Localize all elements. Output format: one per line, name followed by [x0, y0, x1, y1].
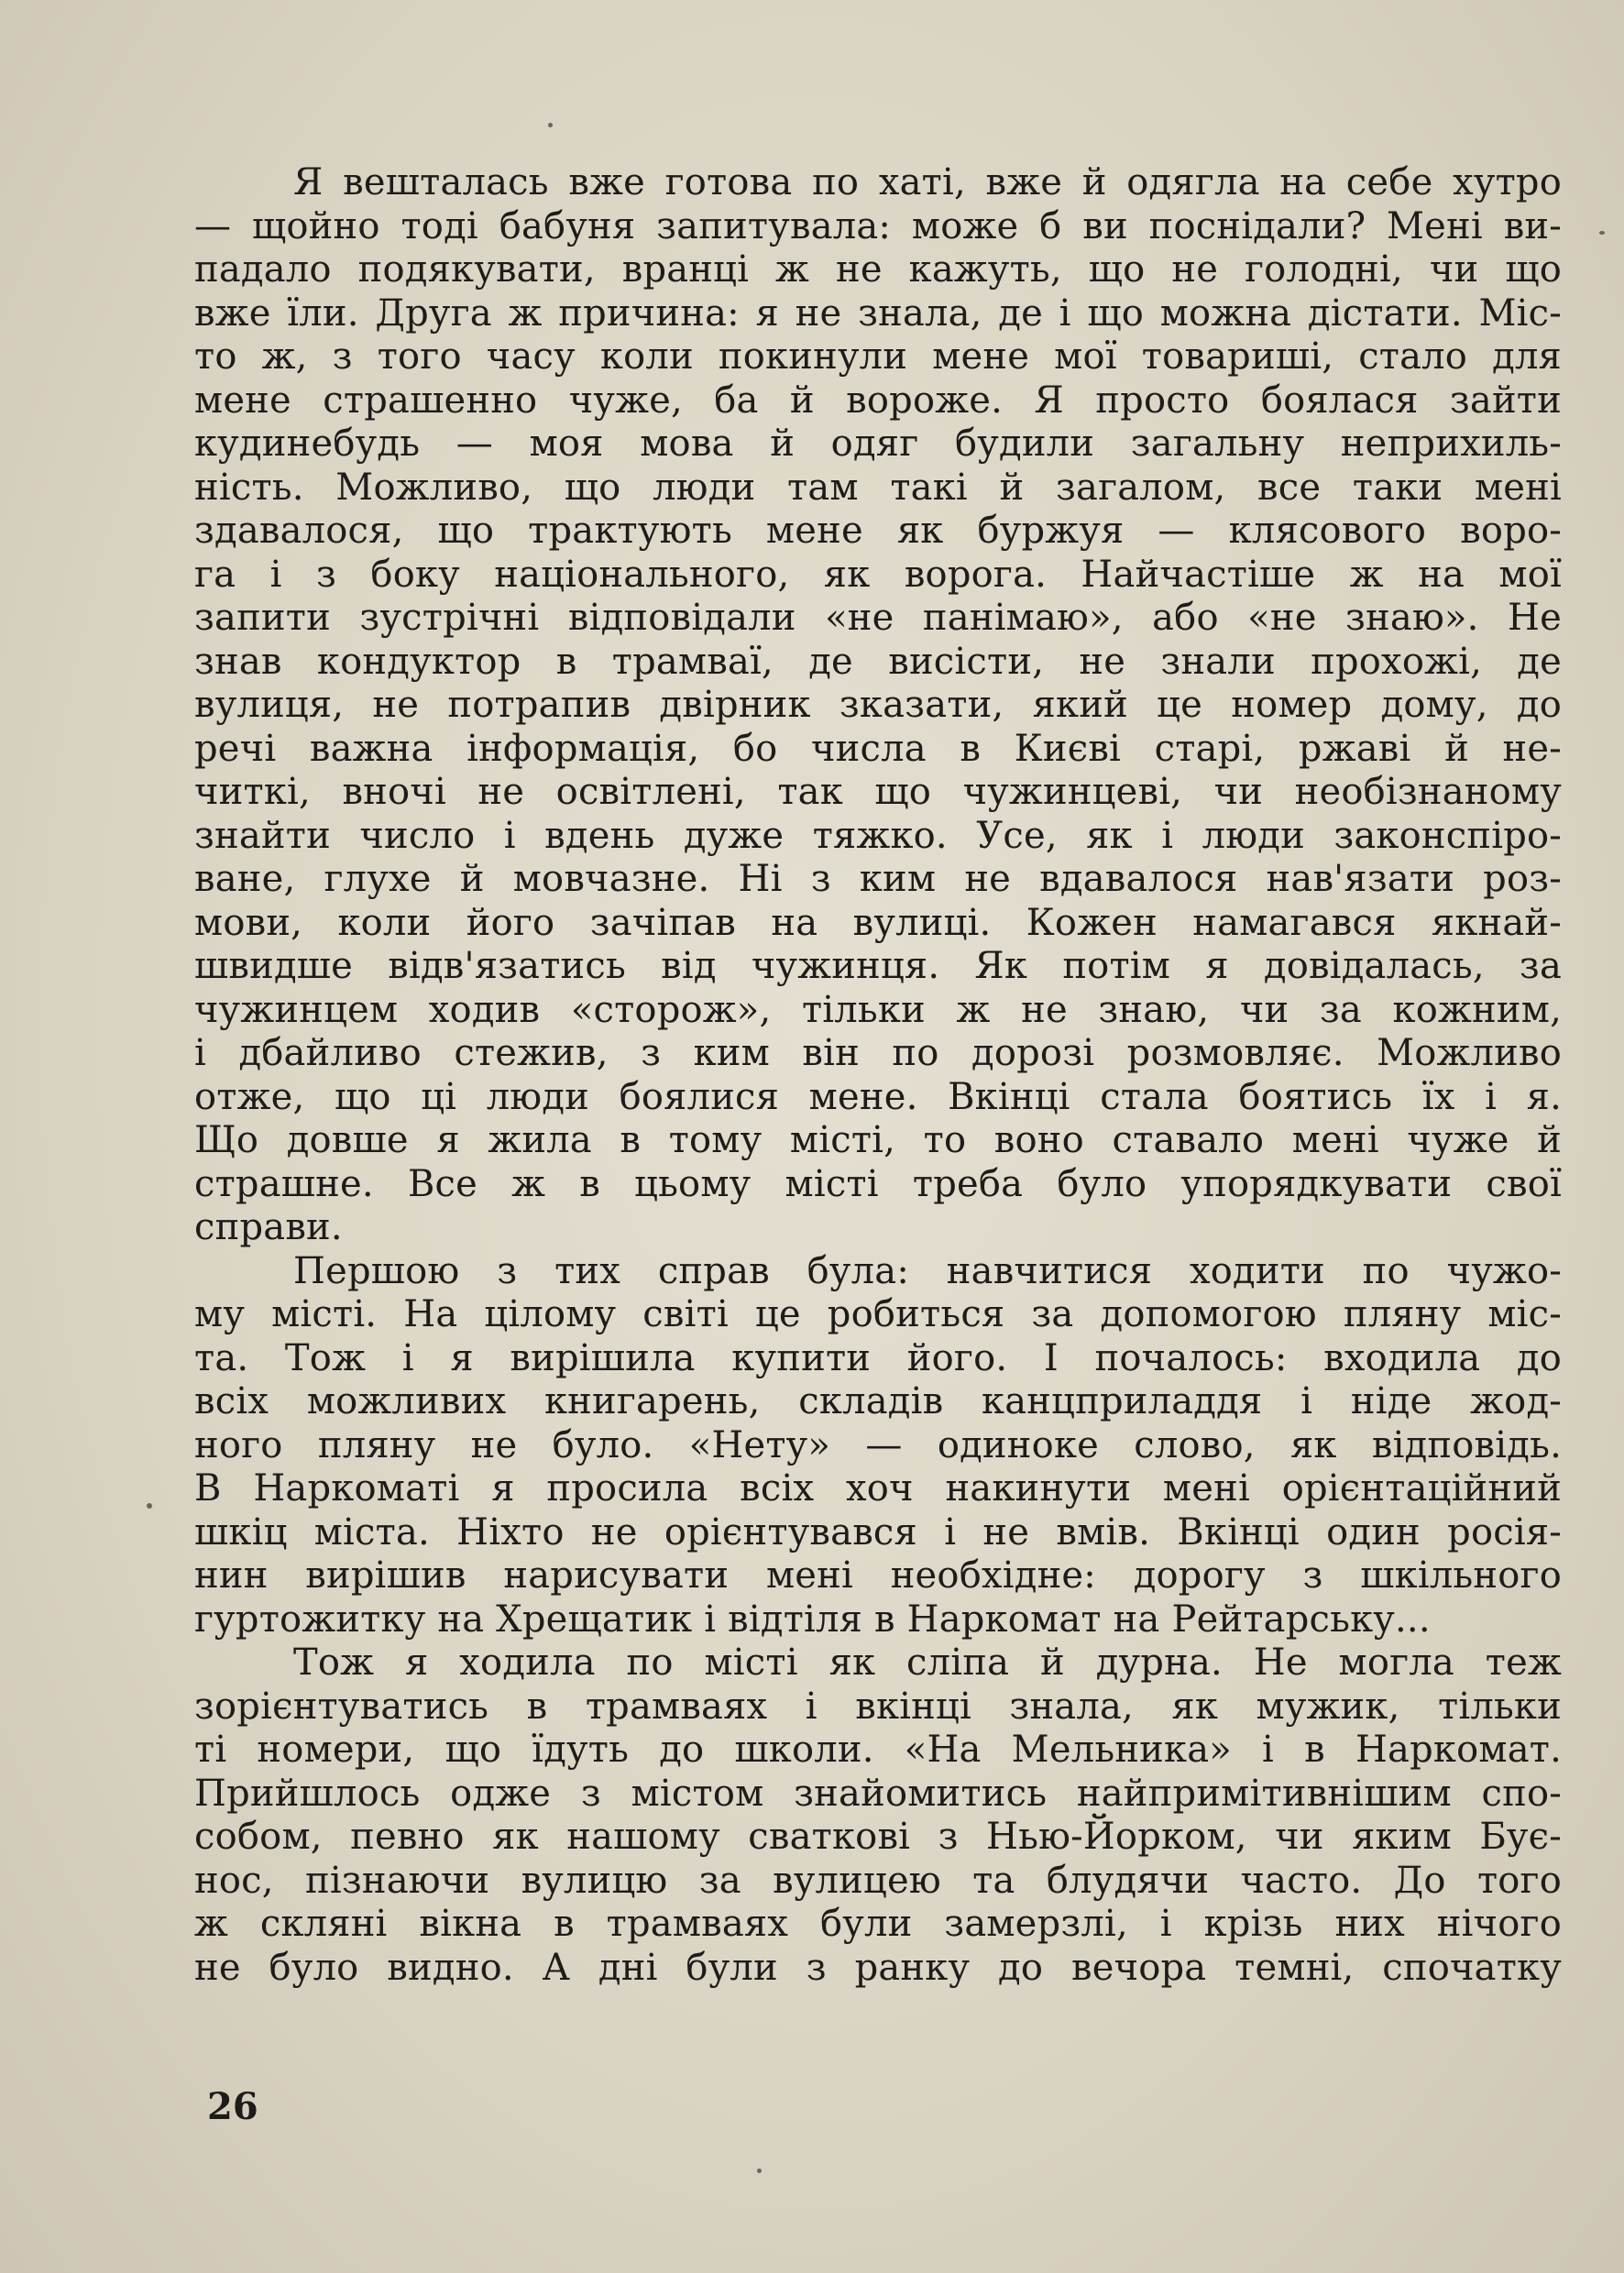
body-text: [194, 161, 1562, 1990]
text-line: собом, певно як нашому сваткові з Нью-Йорком, чи яким Бує-: [194, 1816, 1562, 1858]
text-line: не було видно. А дні були з ранку до вечора темні, спочатку: [194, 1946, 1562, 1989]
text-line: і дбайливо стежив, з ким він по дорозі розмовляє. Можливо: [194, 1032, 1562, 1074]
text-line: га і з боку національного, як ворога. Найчастіше ж на мої: [194, 553, 1562, 596]
text-line: ті номери, що їдуть до школи. «На Мельника» і в Наркомат.: [194, 1729, 1562, 1771]
text-line: — щойно тоді бабуня запитувала: може б ви поснідали? Мені ви-: [194, 204, 1562, 247]
text-line: ного пляну не було. «Нету» — одиноке слово, як відповідь.: [194, 1423, 1562, 1466]
text-line: отже, що ці люди боялися мене. Вкінці стала боятись їх і я.: [194, 1075, 1562, 1118]
text-line: Що довше я жила в тому місті, то воно ставало мені чуже й: [194, 1119, 1562, 1161]
text-line: Я вешталась вже готова по хаті, вже й одягла на себе хутро: [293, 161, 1562, 203]
text-line: ж скляні вікна в трамваях були замерзлі, і крізь них нічого: [194, 1903, 1562, 1945]
text-line: чужинцем ходив «сторож», тільки ж не знаю, чи за кожним,: [194, 988, 1562, 1031]
text-line: здавалося, що трактують мене як буржуя — клясового воро-: [194, 510, 1562, 552]
text-line: всіх можливих книгарень, складів канцприладдя і ніде жод-: [194, 1380, 1562, 1422]
text-line: ність. Можливо, що люди там такі й загалом, все таки мені: [194, 466, 1562, 509]
text-line: зорієнтуватись в трамваях і вкінці знала, як мужик, тільки: [194, 1685, 1562, 1728]
text-line: запити зустрічні відповідали «не панімаю», або «не знаю». Не: [194, 597, 1562, 639]
print-speck: [1599, 231, 1605, 235]
text-line: кудинебудь — моя мова й одяг будили загальну неприхиль-: [194, 423, 1562, 465]
text-line: знав кондуктор в трамваї, де висісти, не знали прохожі, де: [194, 640, 1562, 683]
text-line: нос, пізнаючи вулицю за вулицею та блудячи часто. До того: [194, 1859, 1562, 1902]
text-line: страшне. Все ж в цьому місті треба було упорядкувати свої: [194, 1162, 1562, 1205]
text-line: Прийшлось одже з містом знайомитись найпримітивнішим спо-: [194, 1772, 1562, 1815]
text-line: Тож я ходила по місті як сліпа й дурна. Не могла теж: [293, 1642, 1562, 1684]
text-line: справи.: [194, 1206, 343, 1248]
text-line: му місті. На цілому світі це робиться за допомогою пляну міс-: [194, 1293, 1562, 1335]
print-speck: [757, 2169, 762, 2173]
text-line: та. Тож і я вирішила купити його. І почалось: входила до: [194, 1336, 1562, 1379]
text-line: вже їли. Друга ж причина: я не знала, де і що можна дістати. Міс-: [194, 291, 1562, 335]
text-line: речі важна інформація, бо числа в Києві старі, ржаві й не-: [194, 727, 1562, 770]
text-line: В Наркоматі я просила всіх хоч накинути мені орієнтаційний: [194, 1467, 1562, 1510]
text-line: мови, коли його зачіпав на вулиці. Кожен намагався якнай-: [194, 901, 1562, 944]
text-line: мене страшенно чуже, ба й вороже. Я просто боялася зайти: [194, 379, 1562, 422]
print-speck: [147, 1503, 152, 1509]
page-number: 26: [207, 2085, 258, 2128]
text-line: падало подякувати, вранці ж не кажуть, що не голодні, чи що: [194, 248, 1562, 291]
text-line: знайти число і вдень дуже тяжко. Усе, як і люди законспіро-: [194, 814, 1562, 857]
text-line: швидше відв'язатись від чужинця. Як потім я довідалась, за: [194, 945, 1562, 987]
text-line: ване, глухе й мовчазне. Ні з ким не вдавалося нав'язати роз-: [194, 858, 1562, 900]
text-line: нин вирішив нарисувати мені необхідне: дорогу з шкільного: [194, 1554, 1562, 1597]
text-line: гуртожитку на Хрещатик і відтіля в Наркомат на Рейтарську...: [194, 1598, 1431, 1641]
text-line: шкіц міста. Ніхто не орієнтувався і не вмів. Вкінці один росія-: [194, 1510, 1562, 1554]
print-speck: [548, 123, 553, 127]
text-line: то ж, з того часу коли покинули мене мої товариші, стало для: [194, 335, 1562, 378]
text-line: читкі, вночі не освітлені, так що чужинцеві, чи необізнаному: [194, 771, 1562, 813]
text-line: Першою з тих справ була: навчитися ходити по чужо-: [293, 1249, 1562, 1292]
text-line: вулиця, не потрапив двірник зказати, який це номер дому, до: [194, 684, 1562, 726]
